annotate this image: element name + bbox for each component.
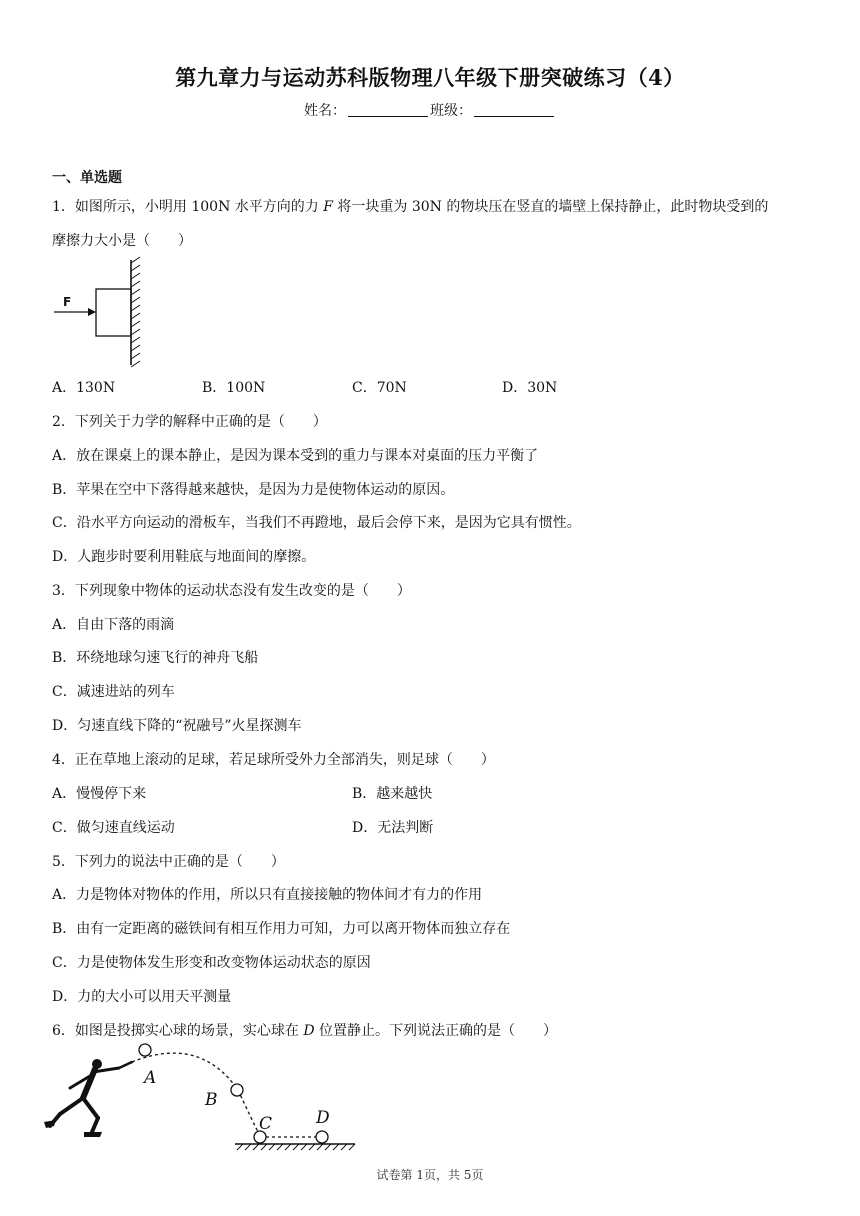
class-blank[interactable] (474, 102, 554, 117)
section-title: 一、单选题 (52, 170, 122, 186)
q6-stem-part2: 位置静止。下列说法正确的是（ ） (314, 1023, 558, 1039)
q6-stem (52, 1020, 557, 1040)
q4-option-a[interactable]: A．慢慢停下来 (52, 786, 147, 802)
q6-stem-var: D (303, 1023, 315, 1039)
q5-option-c[interactable]: C．力是使物体发生形变和改变物体运动状态的原因 (52, 955, 371, 971)
q1-option-a[interactable]: A．130N (52, 380, 116, 396)
q1-stem-part2: 将一块重为 30N 的物块压在竖直的墙壁上保持静止，此时物块受到的 (332, 199, 769, 215)
q1-stem-var: F (323, 199, 333, 215)
page-footer: 试卷第 1页，共 5页 (376, 1168, 484, 1182)
q2-option-d[interactable]: D．人跑步时要利用鞋底与地面间的摩擦。 (52, 549, 316, 565)
label-b: B (205, 1090, 218, 1110)
q6-figure-shot-put (40, 1040, 370, 1158)
q1-option-d[interactable]: D．30N (502, 380, 558, 396)
q1-stem-part1: 1．如图所示，小明用 100N 水平方向的力 (52, 199, 324, 215)
q3-option-d[interactable]: D．匀速直线下降的“祝融号”火星探测车 (52, 718, 302, 734)
q4-option-d[interactable]: D．无法判断 (352, 820, 434, 836)
q4-option-b[interactable]: B．越来越快 (352, 786, 433, 802)
q1-stem-line1 (52, 196, 768, 216)
page-title: 第九章力与运动苏科版物理八年级下册突破练习（4） (175, 65, 685, 90)
q2-option-b[interactable]: B．苹果在空中下落得越来越快，是因为力是使物体运动的原因。 (52, 482, 455, 498)
q5-option-b[interactable]: B．由有一定距离的磁铁间有相互作用力可知，力可以离开物体而独立存在 (52, 921, 511, 937)
q3-option-a[interactable]: A．自由下落的雨滴 (52, 617, 175, 633)
q1-figure-wall-block (50, 255, 150, 370)
q5-stem: 5．下列力的说法中正确的是（ ） (52, 854, 285, 870)
q4-stem: 4．正在草地上滚动的足球，若足球所受外力全部消失，则足球（ ） (52, 752, 495, 768)
thrower-figure (44, 1059, 132, 1137)
q1-stem-line2: 摩擦力大小是（ ） (52, 233, 192, 249)
q1-figure-label: F (63, 295, 72, 309)
label-d: D (316, 1108, 330, 1128)
q2-option-c[interactable]: C．沿水平方向运动的滑板车，当我们不再蹬地，最后会停下来，是因为它具有惯性。 (52, 515, 581, 531)
class-label: 班级： (430, 103, 472, 119)
q2-stem: 2．下列关于力学的解释中正确的是（ ） (52, 414, 327, 430)
q5-option-a[interactable]: A．力是物体对物体的作用，所以只有直接接触的物体间才有力的作用 (52, 887, 483, 903)
q3-option-c[interactable]: C．减速进站的列车 (52, 684, 175, 700)
label-a: A (144, 1068, 157, 1088)
label-c: C (259, 1114, 273, 1134)
q3-stem: 3．下列现象中物体的运动状态没有发生改变的是（ ） (52, 583, 411, 599)
q4-option-c[interactable]: C．做匀速直线运动 (52, 820, 175, 836)
q5-option-d[interactable]: D．力的大小可以用天平测量 (52, 989, 232, 1005)
q3-option-b[interactable]: B．环绕地球匀速飞行的神舟飞船 (52, 650, 259, 666)
q6-stem-part1: 6．如图是投掷实心球的场景，实心球在 (52, 1023, 304, 1039)
name-blank[interactable] (348, 102, 428, 117)
q1-option-b[interactable]: B．100N (202, 380, 266, 396)
q1-option-c[interactable]: C．70N (352, 380, 407, 396)
q2-option-a[interactable]: A．放在课桌上的课本静止，是因为课本受到的重力与课本对桌面的压力平衡了 (52, 448, 539, 464)
name-label: 姓名： (304, 103, 346, 119)
name-class-bar (0, 100, 860, 120)
